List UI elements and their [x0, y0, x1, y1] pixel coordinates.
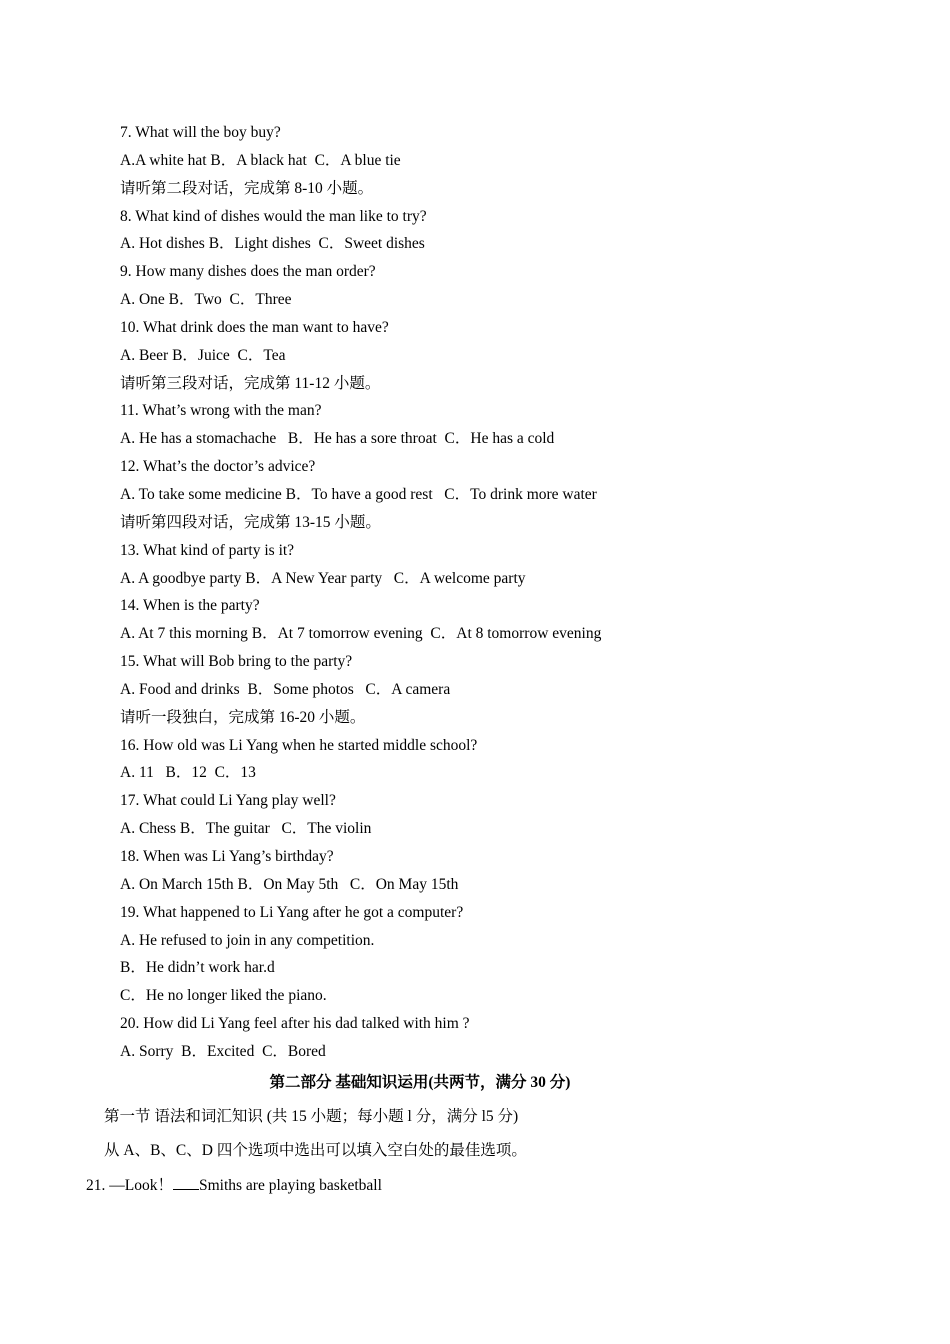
- options-12: A. To take some medicine B．To have a good rest C．To drink more water: [120, 486, 597, 503]
- options-17: A. Chess B．The guitar C．The violin: [120, 820, 372, 837]
- question-12: 12. What’s the doctor’s advice?: [120, 458, 316, 475]
- question-21: [86, 1175, 382, 1196]
- question-21-suffix: Smiths are playing basketball: [198, 1177, 382, 1194]
- question-14: 14. When is the party?: [120, 597, 260, 614]
- instruction-monologue: 请听一段独白，完成第 16-20 小题。: [120, 709, 366, 726]
- options-16: A. 11 B．12 C．13: [120, 764, 256, 781]
- section-1-title: 第一节 语法和词汇知识 (共 15 小题；每小题 l 分，满分 l5 分): [104, 1108, 519, 1125]
- option-19-b: B．He didn’t work har.d: [120, 959, 275, 976]
- question-9: 9. How many dishes does the man order?: [120, 263, 376, 280]
- instruction-dialogue-3: 请听第三段对话，完成第 11-12 小题。: [120, 375, 381, 392]
- options-13: A. A goodbye party B．A New Year party C．A welcome party: [120, 570, 526, 587]
- options-8: A. Hot dishes B．Light dishes C．Sweet dishes: [120, 235, 425, 252]
- question-20: 20. How did Li Yang feel after his dad talked with him ?: [120, 1015, 470, 1032]
- option-19-a: A. He refused to join in any competition.: [120, 932, 375, 949]
- question-11: 11. What’s wrong with the man?: [120, 402, 322, 419]
- question-19: 19. What happened to Li Yang after he got a computer?: [120, 904, 464, 921]
- answer-blank: [173, 1175, 199, 1190]
- question-7: 7. What will the boy buy?: [120, 124, 281, 141]
- options-7: A.A white hat B．A black hat C．A blue tie: [120, 152, 401, 169]
- question-16: 16. How old was Li Yang when he started middle school?: [120, 737, 478, 754]
- options-10: A. Beer B．Juice C．Tea: [120, 347, 286, 364]
- options-20: A. Sorry B．Excited C．Bored: [120, 1043, 326, 1060]
- section-1-instruction: 从 A、B、C、D 四个选项中选出可以填入空白处的最佳选项。: [104, 1142, 527, 1159]
- question-18: 18. When was Li Yang’s birthday?: [120, 848, 334, 865]
- part-2-heading: 第二部分 基础知识运用(共两节，满分 30 分): [269, 1074, 571, 1091]
- question-13: 13. What kind of party is it?: [120, 542, 295, 559]
- question-21-prefix: 21. —Look！: [86, 1177, 173, 1194]
- instruction-dialogue-4: 请听第四段对话，完成第 13-15 小题。: [120, 514, 381, 531]
- options-18: A. On March 15th B．On May 5th C．On May 15th: [120, 876, 459, 893]
- options-15: A. Food and drinks B．Some photos C．A camera: [120, 681, 451, 698]
- options-11: A. He has a stomachache B．He has a sore throat C．He has a cold: [120, 430, 555, 447]
- question-10: 10. What drink does the man want to have?: [120, 319, 389, 336]
- option-19-c: C．He no longer liked the piano.: [120, 987, 327, 1004]
- options-14: A. At 7 this morning B．At 7 tomorrow evening C．At 8 tomorrow evening: [120, 625, 602, 642]
- question-8: 8. What kind of dishes would the man like to try?: [120, 208, 427, 225]
- question-15: 15. What will Bob bring to the party?: [120, 653, 353, 670]
- instruction-dialogue-2: 请听第二段对话，完成第 8-10 小题。: [120, 180, 374, 197]
- options-9: A. One B．Two C．Three: [120, 291, 292, 308]
- question-17: 17. What could Li Yang play well?: [120, 792, 336, 809]
